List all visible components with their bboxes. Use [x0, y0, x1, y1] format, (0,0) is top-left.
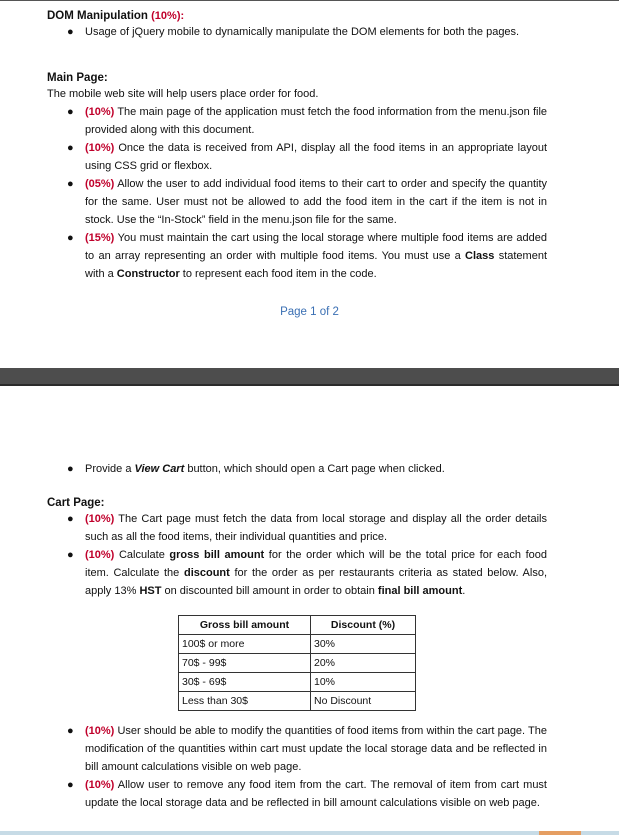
table-row [179, 635, 416, 654]
list-item: ● (10%) The main page of the application must fetch the food information from the menu.json file provided along with this document. [67, 106, 547, 136]
table-cell: 100$ or more [179, 635, 311, 654]
discount-table [178, 615, 416, 711]
list-item: ● (10%) Calculate gross bill amount for the order which will be the total price for each food item. Calculate the discount for the order as per restaurants criteria as stated below. Also, apply 13% HST on discounted bill amount in order to obtain final bill amount. [67, 549, 547, 597]
list-item: ● (10%) Allow user to remove any food item from the cart. The removal of item from cart must update the local storage data and be reflected in bill amount calculations visible on web page. [67, 779, 547, 809]
table-row [179, 692, 416, 711]
main-page-intro: The mobile web site will help users place order for food. [47, 88, 319, 100]
table-cell: No Discount [311, 692, 416, 711]
table-cell: Less than 30$ [179, 692, 311, 711]
bottom-strip-accent [539, 831, 581, 835]
document-page-2 [0, 386, 619, 835]
list-item: ● (10%) Once the data is received from API, display all the food items in an appropriate layout using CSS grid or flexbox. [67, 142, 547, 172]
table-header-discount: Discount (%) [311, 616, 416, 635]
document-page-1 [0, 0, 619, 369]
list-item: ● (10%) User should be able to modify the quantities of food items from within the cart page. The modification of the quantities within cart must update the local storage data and be reflected in bill amount calculations visible on web page. [67, 725, 547, 773]
cart-modify-requirements [67, 722, 547, 812]
cart-page-requirements [67, 510, 547, 600]
table-cell: 20% [311, 654, 416, 673]
table-row [179, 673, 416, 692]
dom-bullet-list [67, 23, 525, 41]
list-item: ● (10%) The Cart page must fetch the data from local storage and display all the order details such as all the food items, their individual quantities and price. [67, 513, 547, 543]
view-cart-bullet-list [67, 460, 547, 478]
dom-manipulation-heading: DOM Manipulation (10%): [47, 10, 185, 22]
table-header-gross: Gross bill amount [179, 616, 311, 635]
table-cell: 70$ - 99$ [179, 654, 311, 673]
list-item: ● Usage of jQuery mobile to dynamically manipulate the DOM elements for both the pages. [67, 26, 520, 38]
list-item: ● (05%) Allow the user to add individual food items to their cart to order and specify the quantity for the same. User must not be allowed to add the food item in the cart if the item is not in stock. Use the “In-Stock” field in the menu.json file for the same. [67, 178, 547, 226]
table-cell: 30% [311, 635, 416, 654]
bottom-strip [0, 831, 619, 835]
table-cell: 10% [311, 673, 416, 692]
list-item: ● Provide a View Cart button, which should open a Cart page when clicked. [67, 463, 445, 475]
table-row [179, 654, 416, 673]
main-page-heading: Main Page: [47, 72, 108, 84]
page-number: Page 1 of 2 [280, 306, 339, 318]
main-page-requirements [67, 103, 547, 283]
page-separator [0, 368, 619, 386]
table-cell: 30$ - 69$ [179, 673, 311, 692]
cart-page-heading: Cart Page: [47, 497, 105, 509]
table-header-row [179, 616, 416, 635]
list-item: ● (15%) You must maintain the cart using the local storage where multiple food items are added to an array representing an order with multiple food items. You must use a Class statement with a Constructor to represent each food item in the code. [67, 232, 547, 280]
